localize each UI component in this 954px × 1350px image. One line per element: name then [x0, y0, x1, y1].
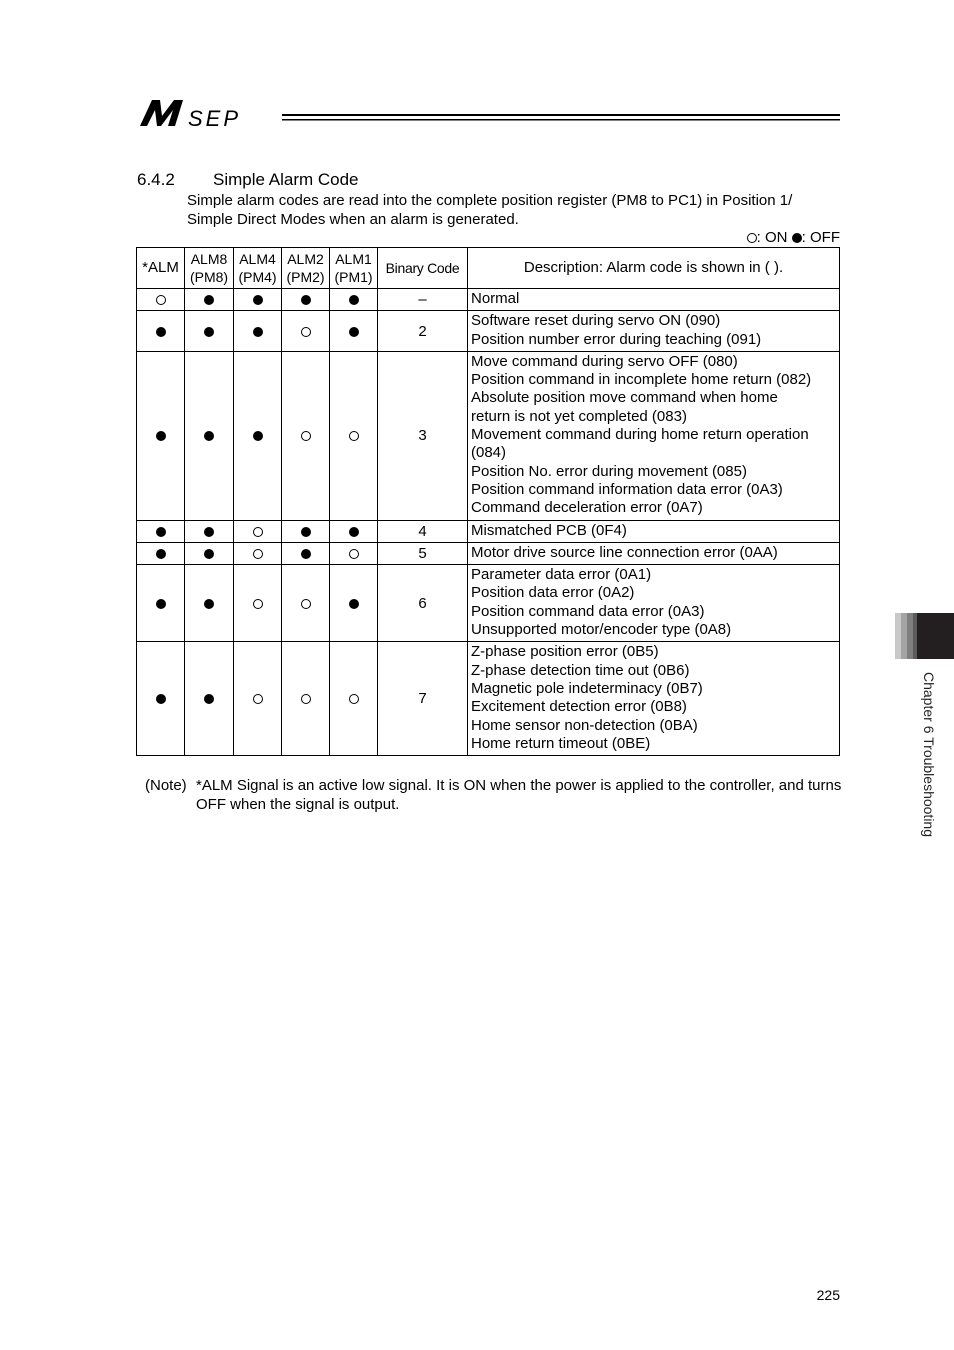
description-line: Position command data error (0A3) — [471, 602, 705, 620]
section-heading — [137, 170, 359, 190]
description-line: Position number error during teaching (091) — [471, 330, 762, 348]
signal-cell — [330, 642, 378, 756]
signal-cell — [282, 311, 330, 352]
alarm-code-table — [136, 247, 840, 756]
chapter-tab-gradient — [895, 613, 917, 659]
binary-code-cell: 6 — [378, 565, 468, 642]
signal-cell — [330, 520, 378, 542]
binary-code-cell: 4 — [378, 520, 468, 542]
section-number: 6.4.2 — [137, 170, 175, 189]
signal-cell — [185, 289, 234, 311]
on-circle-icon — [301, 694, 311, 704]
signal-cell — [282, 642, 330, 756]
note-text: *ALM Signal is an active low signal. It is ON when the power is applied to the controller, and turns OFF when the signal is output. — [196, 777, 842, 813]
header-description: Description: Alarm code is shown in ( ). — [468, 248, 840, 289]
off-dot-icon — [349, 327, 359, 337]
table-body — [137, 289, 840, 756]
description-line: Command deceleration error (0A7) — [471, 499, 703, 517]
on-circle-icon — [253, 694, 263, 704]
signal-cell — [282, 289, 330, 311]
header-alm4: ALM4 (PM4) — [234, 248, 282, 289]
signal-cell — [185, 642, 234, 756]
off-dot-icon — [204, 549, 214, 559]
signal-cell — [234, 311, 282, 352]
description-line: return is not yet completed (083) — [471, 407, 687, 425]
off-dot-icon — [156, 527, 166, 537]
off-dot-icon — [156, 431, 166, 441]
description-line: Home sensor non-detection (0BA) — [471, 716, 698, 734]
table-row — [137, 642, 840, 756]
header-rule — [282, 114, 840, 122]
legend-on-label: : ON — [756, 229, 788, 246]
off-dot-icon — [253, 295, 263, 305]
description-line: Home return timeout (0BE) — [471, 734, 651, 752]
description-line: Position data error (0A2) — [471, 584, 635, 602]
description-cell — [468, 311, 840, 352]
symbol-legend — [747, 229, 840, 246]
description-cell — [468, 642, 840, 756]
signal-cell — [185, 351, 234, 520]
signal-cell — [282, 520, 330, 542]
signal-cell — [185, 565, 234, 642]
off-dot-icon — [301, 527, 311, 537]
header-alm: *ALM — [137, 248, 185, 289]
table-row — [137, 351, 840, 520]
description-line: Position command in incomplete home return (082) — [471, 371, 812, 389]
on-circle-icon — [349, 431, 359, 441]
signal-cell — [234, 520, 282, 542]
on-circle-icon — [301, 599, 311, 609]
description-cell — [468, 520, 840, 542]
description-line: Motor drive source line connection error (0AA) — [471, 543, 778, 561]
signal-cell — [185, 542, 234, 564]
note-label: (Note) — [145, 777, 187, 794]
description-line: Parameter data error (0A1) — [471, 566, 652, 584]
table-row — [137, 311, 840, 352]
table-row — [137, 565, 840, 642]
table-row — [137, 289, 840, 311]
signal-cell — [330, 311, 378, 352]
signal-cell — [282, 565, 330, 642]
on-circle-icon — [349, 694, 359, 704]
signal-cell — [185, 311, 234, 352]
signal-cell — [137, 289, 185, 311]
binary-code-cell: 3 — [378, 351, 468, 520]
description-line: Position command information data error (0A3) — [471, 480, 783, 498]
table-row — [137, 542, 840, 564]
table-header-row — [137, 248, 840, 289]
on-circle-icon — [301, 431, 311, 441]
chapter-tab-block — [917, 613, 954, 659]
off-dot-icon — [204, 527, 214, 537]
signal-cell — [282, 542, 330, 564]
on-circle-icon — [747, 233, 757, 243]
description-cell — [468, 351, 840, 520]
description-line: Unsupported motor/encoder type (0A8) — [471, 621, 732, 639]
off-dot-icon — [156, 694, 166, 704]
intro-line: Simple Direct Modes when an alarm is generated. — [187, 211, 519, 228]
header-alm1: ALM1 (PM1) — [330, 248, 378, 289]
chapter-side-label: Chapter 6 Troubleshooting — [921, 672, 937, 837]
description-line: Position No. error during movement (085) — [471, 462, 747, 480]
signal-cell — [137, 565, 185, 642]
signal-cell — [234, 565, 282, 642]
off-dot-icon — [204, 694, 214, 704]
off-dot-icon — [156, 599, 166, 609]
legend-off-label: : OFF — [801, 229, 840, 246]
off-dot-icon — [792, 233, 802, 243]
description-line: Z-phase detection time out (0B6) — [471, 661, 690, 679]
description-line: Software reset during servo ON (090) — [471, 312, 721, 330]
off-dot-icon — [156, 327, 166, 337]
description-line: Mismatched PCB (0F4) — [471, 521, 627, 539]
on-circle-icon — [156, 295, 166, 305]
off-dot-icon — [204, 599, 214, 609]
header-binary-code: Binary Code — [378, 248, 468, 289]
signal-cell — [234, 351, 282, 520]
off-dot-icon — [253, 327, 263, 337]
description-cell — [468, 542, 840, 564]
off-dot-icon — [204, 431, 214, 441]
description-line: Move command during servo OFF (080) — [471, 352, 738, 370]
signal-cell — [137, 642, 185, 756]
off-dot-icon — [349, 527, 359, 537]
binary-code-cell: 2 — [378, 311, 468, 352]
description-line: (084) — [471, 444, 507, 462]
section-title: Simple Alarm Code — [213, 170, 359, 189]
off-dot-icon — [349, 295, 359, 305]
signal-cell — [137, 542, 185, 564]
off-dot-icon — [253, 431, 263, 441]
intro-paragraph — [187, 191, 847, 229]
signal-cell — [282, 351, 330, 520]
on-circle-icon — [253, 599, 263, 609]
description-line: Absolute position move command when home — [471, 389, 778, 407]
page-number: 225 — [816, 1287, 840, 1303]
description-line: Magnetic pole indeterminacy (0B7) — [471, 679, 703, 697]
signal-cell — [137, 311, 185, 352]
description-line: Excitement detection error (0B8) — [471, 698, 687, 716]
signal-cell — [330, 565, 378, 642]
description-line: Movement command during home return operation — [471, 426, 809, 444]
off-dot-icon — [349, 599, 359, 609]
on-circle-icon — [349, 549, 359, 559]
signal-cell — [185, 520, 234, 542]
on-circle-icon — [253, 527, 263, 537]
signal-cell — [234, 542, 282, 564]
svg-text:SEP: SEP — [188, 106, 242, 131]
description-line: Z-phase position error (0B5) — [471, 643, 659, 661]
binary-code-cell: – — [378, 289, 468, 311]
signal-cell — [234, 289, 282, 311]
on-circle-icon — [301, 327, 311, 337]
binary-code-cell: 5 — [378, 542, 468, 564]
off-dot-icon — [301, 295, 311, 305]
signal-cell — [330, 542, 378, 564]
signal-cell — [137, 520, 185, 542]
off-dot-icon — [301, 549, 311, 559]
header-alm8: ALM8 (PM8) — [185, 248, 234, 289]
off-dot-icon — [156, 549, 166, 559]
intro-line: Simple alarm codes are read into the complete position register (PM8 to PC1) in Position 1/ — [187, 192, 793, 209]
msep-logo — [138, 96, 278, 132]
signal-cell — [137, 351, 185, 520]
signal-cell — [330, 289, 378, 311]
off-dot-icon — [204, 295, 214, 305]
binary-code-cell: 7 — [378, 642, 468, 756]
off-dot-icon — [204, 327, 214, 337]
table-row — [137, 520, 840, 542]
on-circle-icon — [253, 549, 263, 559]
signal-cell — [330, 351, 378, 520]
description-line: Normal — [471, 290, 520, 307]
signal-cell — [234, 642, 282, 756]
description-cell — [468, 289, 840, 311]
description-cell — [468, 565, 840, 642]
header-alm2: ALM2 (PM2) — [282, 248, 330, 289]
